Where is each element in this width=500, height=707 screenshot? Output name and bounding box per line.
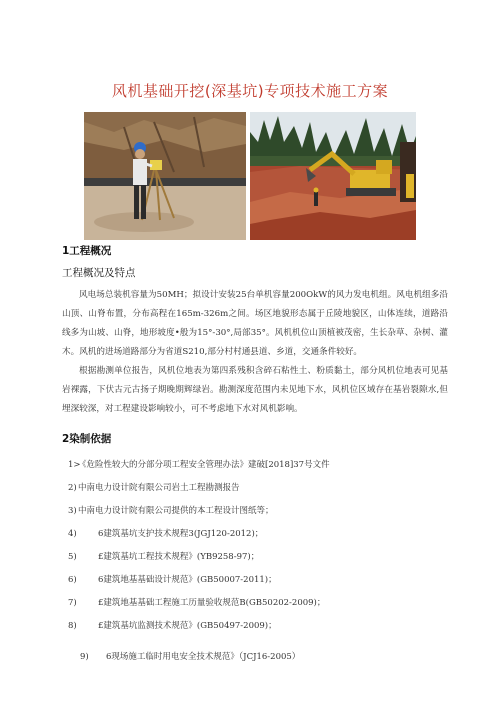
reference-item: 6) 6建筑地基基础设计规范》(GB50007-2011)； — [68, 575, 277, 585]
paragraph-overview-2: 根据勘测单位报告，风机位地表为第四系残积含碎石粘性土、粉质黏土，部分风机位地表可见基岩裸露，下伏古元古扬子期晚期辉绿岩。勘测深度范围内未见地下水，风机位区域存在基岩裂隙水,但埋深较深，对工程建设影响较小，可不考虑地下水对风机影响。 — [62, 366, 448, 414]
reference-item: 7) £建筑地基基础工程施工历量验收规范B(GB50202-2009)； — [68, 598, 326, 608]
reference-item: 8) £建筑基坑监测技术规范》(GB50497-2009)； — [68, 621, 277, 631]
reference-item: 9) 6现场施工临时用电安全技术规范》（JCJ16-2005） — [80, 652, 301, 662]
reference-item: 4) 6建筑基坑支护技术规程3(JGJ120-2012)； — [68, 529, 264, 539]
subsection-heading-overview: 工程概况及特点 — [62, 267, 136, 279]
section-heading-basis: 2染制依据 — [62, 433, 112, 445]
reference-item: 2)中南电力设计院有限公司岩土工程勘测报告 — [68, 483, 240, 493]
surveyor-with-instrument-photo — [84, 112, 246, 240]
paragraph-overview-1: 风电场总装机容量为50MH；拟设计安装25台单机容量200OkW的风力发电机组。风电机组多沿山顶、山脊布置，分布高程在165m-326m之间。场区地貌形态属于丘陵地貌区，山体连续，道路沿线多为山坡、山脊，地形坡度•般为15°-30°,局部35°。风机机位山顶植被茂密，生长杂草、杂树、灌木。风机的进场道路部分为省道S210,部分村村通县道、乡道，交通条件较好。 — [62, 290, 448, 357]
reference-list — [68, 458, 448, 673]
section-heading-overview: 1工程概况 — [62, 245, 112, 257]
reference-item: 3)中南电力设计院有限公司提供的本工程设计图纸等； — [68, 506, 274, 516]
reference-item: 1>《危险性较大的分部分项工程安全管理办法》建破[2018]37号文件 — [68, 460, 330, 470]
document-title: 风机基础开挖(深基坑)专项技术施工方案 — [111, 82, 389, 100]
excavator-at-site-photo — [250, 112, 416, 240]
reference-item: 5) £建筑基坑工程技术规程》(YB9258-97)； — [68, 552, 260, 562]
